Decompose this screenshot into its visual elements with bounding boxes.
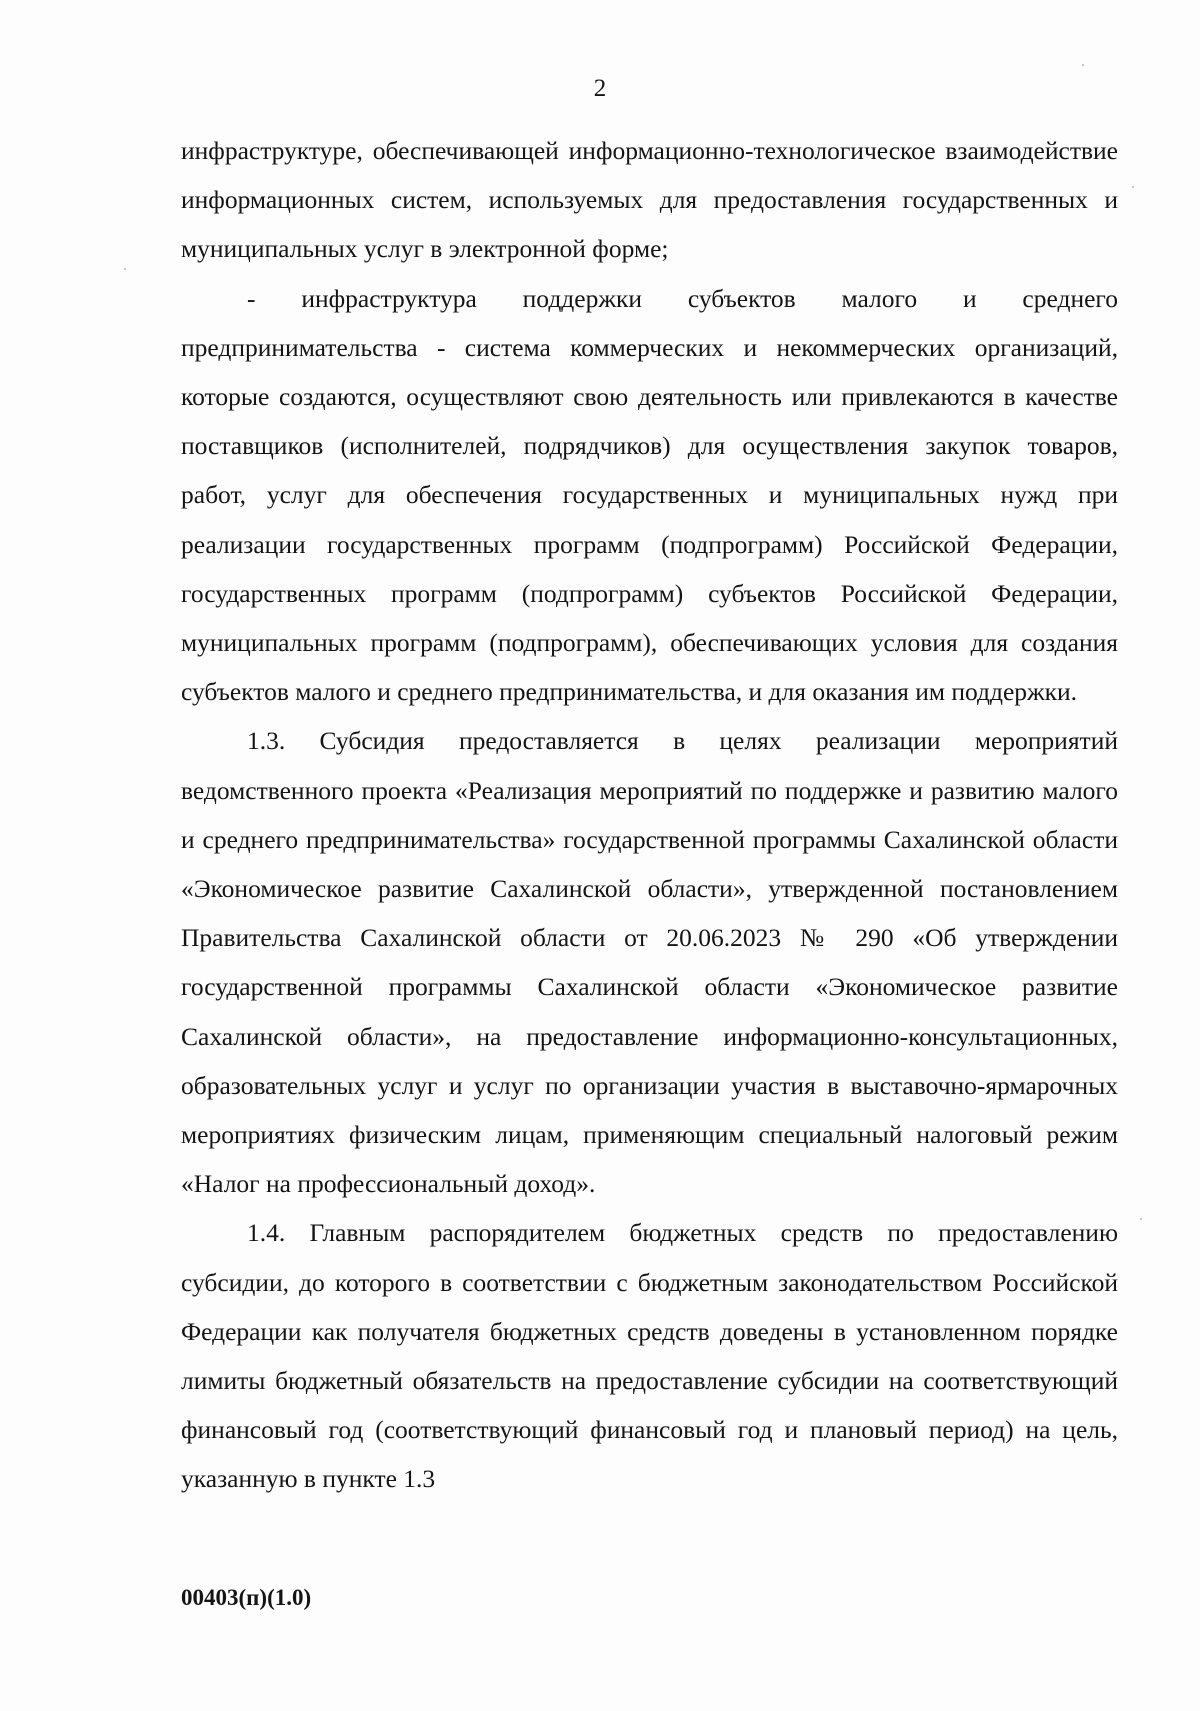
scan-artifact bbox=[124, 268, 126, 270]
scan-artifact bbox=[1140, 1218, 1142, 1220]
scan-artifact bbox=[1132, 186, 1134, 188]
document-body bbox=[181, 126, 1118, 1504]
document-code: 00403(п)(1.0) bbox=[181, 1585, 312, 1610]
page-number: 2 bbox=[593, 75, 607, 102]
paragraph-infrastructure-continuation: инфраструктуре, обеспечивающей информационно-технологическое взаимодействие информационных систем, используемых для предоставления государственных и муниципальных услуг в электронной форме; bbox=[181, 136, 1118, 264]
paragraph-clause-1-4: 1.4. Главным распорядителем бюджетных средств по предоставлению субсидии, до которого в соответствии с бюджетным законодательством Российской Федерации как получателя бюджетных средств доведены в установленном порядке лимиты бюджетный обязательств на предоставление субсидии на соответствующий финансовый год (соответствующий финансовый год и плановый период) на цель, указанную в пункте 1.3 bbox=[181, 1218, 1118, 1494]
scan-artifact bbox=[1082, 64, 1084, 66]
paragraph-sme-support-infrastructure: - инфраструктура поддержки субъектов малого и среднего предпринимательства - система коммерческих и некоммерческих организаций, которые создаются, осуществляют свою деятельность или привлекаются в качестве поставщиков (исполнителей, подрядчиков) для осуществления закупок товаров, работ, услуг для обеспечения государственных и муниципальных нужд при реализации государственных программ (подпрограмм) Российской Федерации, государственных программ (подпрограмм) субъектов Российской Федерации, муниципальных программ (подпрограмм), обеспечивающих условия для создания субъектов малого и среднего предпринимательства, и для оказания им поддержки. bbox=[181, 283, 1118, 707]
paragraph-clause-1-3: 1.3. Субсидия предоставляется в целях реализации мероприятий ведомственного проекта «Реализация мероприятий по поддержке и развитию малого и среднего предпринимательства» государственной программы Сахалинской области «Экономическое развитие Сахалинской области», утвержденной постановлением Правительства Сахалинской области от 20.06.2023 № 290 «Об утверждении государственной программы Сахалинской области «Экономическое развитие Сахалинской области», на предоставление информационно-консультационных, образовательных услуг и услуг по организации участия в выставочно-ярмарочных мероприятиях физическим лицам, применяющим специальный налоговый режим «Налог на профессиональный доход». bbox=[181, 726, 1118, 1199]
